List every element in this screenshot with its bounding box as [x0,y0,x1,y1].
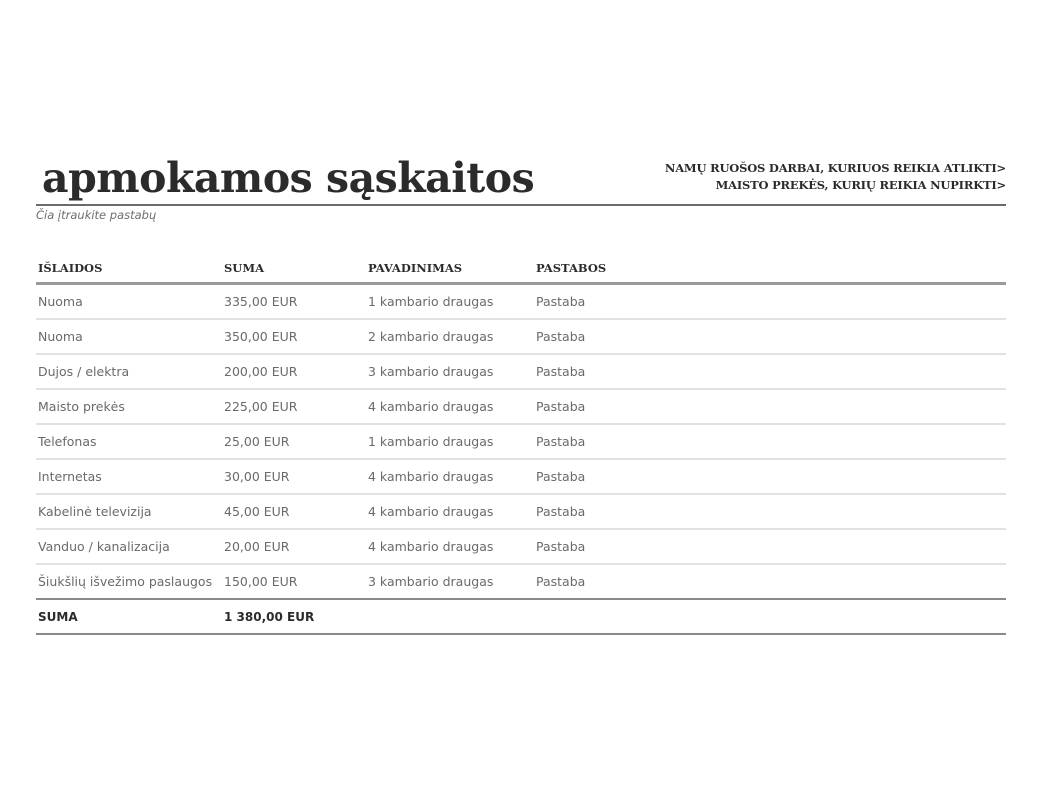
table-row [36,564,1006,599]
note-cell[interactable]: Pastaba [534,424,1006,459]
expense-cell[interactable]: Kabelinė televizija [36,494,222,529]
amount-cell[interactable]: 150,00 EUR [222,564,366,599]
expense-cell[interactable]: Internetas [36,459,222,494]
note-cell[interactable]: Pastaba [534,459,1006,494]
note-cell[interactable]: Pastaba [534,354,1006,389]
note-cell[interactable]: Pastaba [534,529,1006,564]
name-cell[interactable]: 4 kambario draugas [366,529,534,564]
table-row [36,354,1006,389]
note-cell[interactable]: Pastaba [534,389,1006,424]
table-row [36,389,1006,424]
expense-cell[interactable]: Nuoma [36,284,222,320]
page-title: apmokamos sąskaitos [42,154,535,202]
name-cell[interactable]: 1 kambario draugas [366,424,534,459]
note-cell[interactable]: Pastaba [534,319,1006,354]
table-row [36,494,1006,529]
amount-cell[interactable]: 350,00 EUR [222,319,366,354]
table-header-row [36,254,1006,284]
bills-document [36,150,1006,635]
bills-table [36,254,1006,635]
amount-cell[interactable]: 20,00 EUR [222,529,366,564]
table-row [36,529,1006,564]
name-cell[interactable]: 1 kambario draugas [366,284,534,320]
expense-cell[interactable]: Dujos / elektra [36,354,222,389]
table-row [36,284,1006,320]
expense-cell[interactable]: Šiukšlių išvežimo paslaugos [36,564,222,599]
note-cell[interactable]: Pastaba [534,564,1006,599]
name-cell[interactable]: 4 kambario draugas [366,459,534,494]
expense-cell[interactable]: Vanduo / kanalizacija [36,529,222,564]
total-empty-cell [534,599,1006,634]
header-links [665,160,1006,194]
column-header-expenses: IŠLAIDOS [36,254,222,284]
column-header-notes: PASTABOS [534,254,1006,284]
chores-link[interactable]: NAMŲ RUOŠOS DARBAI, KURIUOS REIKIA ATLIKTI> [664,161,1006,175]
expense-cell[interactable]: Maisto prekės [36,389,222,424]
name-cell[interactable]: 4 kambario draugas [366,389,534,424]
note-cell[interactable]: Pastaba [534,494,1006,529]
amount-cell[interactable]: 45,00 EUR [222,494,366,529]
table-row [36,319,1006,354]
document-header [36,150,1006,206]
total-row [36,599,1006,634]
total-label: SUMA [36,599,222,634]
amount-cell[interactable]: 225,00 EUR [222,389,366,424]
column-header-name: PAVADINIMAS [366,254,534,284]
amount-cell[interactable]: 25,00 EUR [222,424,366,459]
groceries-link[interactable]: MAISTO PREKĖS, KURIŲ REIKIA NUPIRKTI> [715,178,1006,192]
name-cell[interactable]: 3 kambario draugas [366,354,534,389]
table-row [36,424,1006,459]
amount-cell[interactable]: 200,00 EUR [222,354,366,389]
expense-cell[interactable]: Nuoma [36,319,222,354]
note-cell[interactable]: Pastaba [534,284,1006,320]
name-cell[interactable]: 4 kambario draugas [366,494,534,529]
table-row [36,459,1006,494]
amount-cell[interactable]: 335,00 EUR [222,284,366,320]
name-cell[interactable]: 2 kambario draugas [366,319,534,354]
amount-cell[interactable]: 30,00 EUR [222,459,366,494]
name-cell[interactable]: 3 kambario draugas [366,564,534,599]
total-amount: 1 380,00 EUR [222,599,366,634]
expense-cell[interactable]: Telefonas [36,424,222,459]
notes-placeholder[interactable]: Čia įtraukite pastabų [36,208,157,222]
column-header-amount: SUMA [222,254,366,284]
total-empty-cell [366,599,534,634]
